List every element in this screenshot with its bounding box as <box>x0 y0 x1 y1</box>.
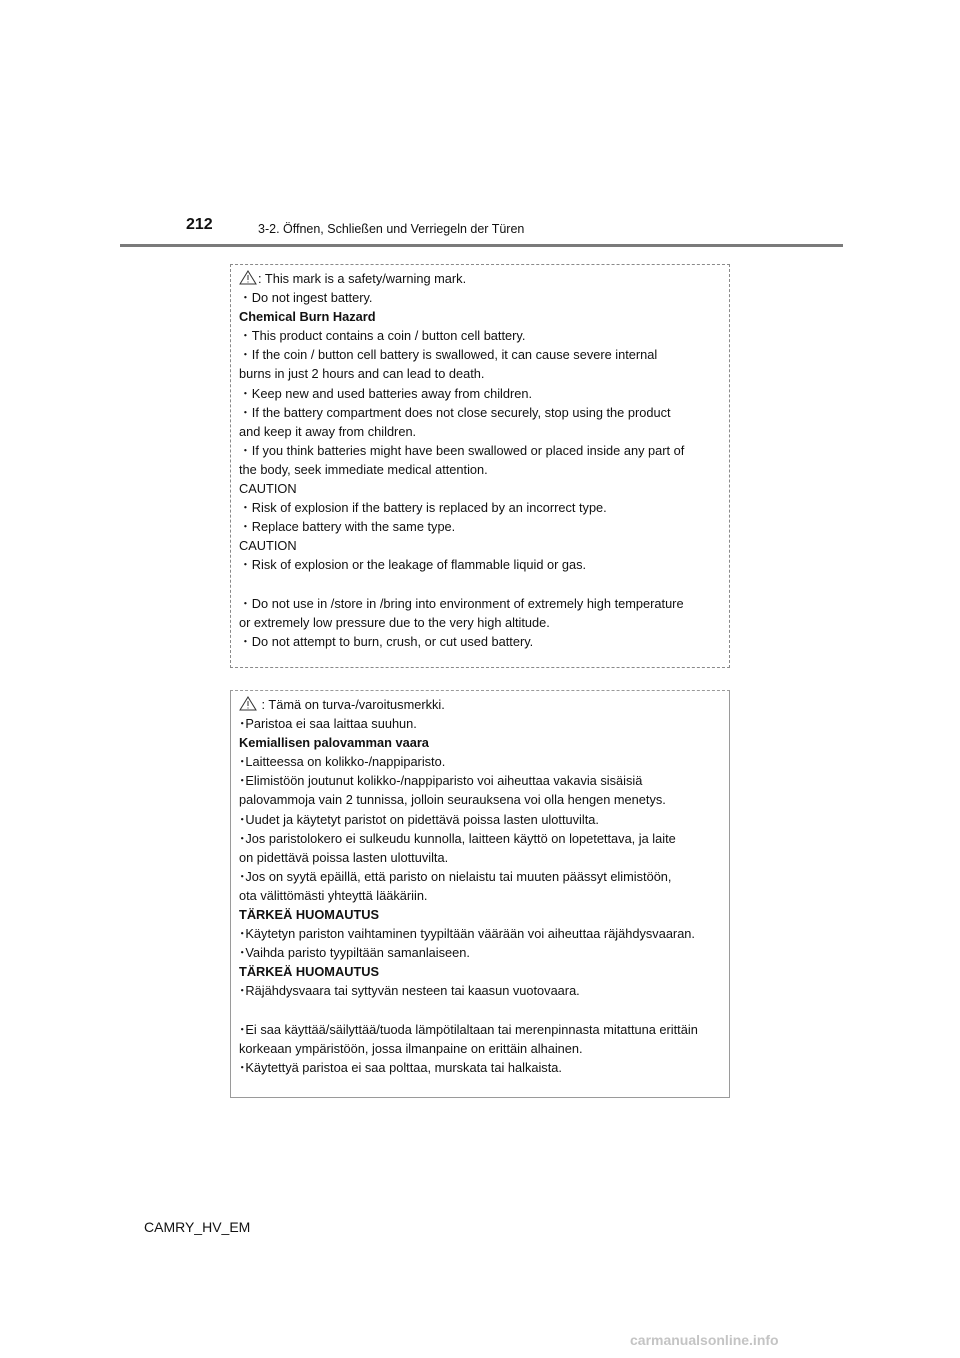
watermark: carmanualsonline.info <box>630 1332 779 1348</box>
text-line <box>239 536 721 555</box>
line-text: ･Ei saa käyttää/säilyttää/tuoda lämpötilaltaan tai merenpinnasta mitattuna erittäin <box>239 1021 698 1037</box>
page-header <box>0 0 960 250</box>
text-line <box>239 632 721 651</box>
line-text: korkeaan ympäristöön, jossa ilmanpaine on erittäin alhainen. <box>239 1040 583 1056</box>
warning-box-english <box>230 264 730 668</box>
line-text: burns in just 2 hours and can lead to death. <box>239 366 485 382</box>
warning-box-finnish <box>230 690 730 1098</box>
text-line <box>239 981 721 1000</box>
line-text: ･Uudet ja käytetyt paristot on pidettävä poissa lasten ulottuvilta. <box>239 811 599 827</box>
text-line <box>239 810 721 829</box>
line-text: ・If the battery compartment does not close securely, stop using the product <box>239 404 671 420</box>
line-text: ・Do not ingest battery. <box>239 290 373 306</box>
line-text: ・This product contains a coin / button cell battery. <box>239 328 526 344</box>
text-line <box>239 905 721 924</box>
text-line <box>239 790 721 809</box>
line-text: ・If the coin / button cell battery is swallowed, it can cause severe internal <box>239 347 658 363</box>
text-line <box>239 575 721 594</box>
text-line <box>239 479 721 498</box>
line-text: ・Risk of explosion or the leakage of flammable liquid or gas. <box>239 557 587 573</box>
text-line <box>239 924 721 943</box>
text-line <box>239 1020 721 1039</box>
text-line <box>239 326 721 345</box>
line-text: CAUTION <box>239 538 297 554</box>
section-title: 3-2. Öffnen, Schließen und Verriegeln der Türen <box>258 222 525 236</box>
line-text: ･Paristoa ei saa laittaa suuhun. <box>239 716 417 732</box>
text-line <box>239 714 721 733</box>
text-line <box>239 307 721 326</box>
text-line <box>239 886 721 905</box>
text-line <box>239 867 721 886</box>
line-text: palovammoja vain 2 tunnissa, jolloin seurauksena voi olla hengen menetys. <box>239 792 666 808</box>
line-text: ・Replace battery with the same type. <box>239 519 456 535</box>
text-line <box>239 555 721 574</box>
line-text: and keep it away from children. <box>239 423 417 439</box>
text-line <box>239 384 721 403</box>
line-text: ・Risk of explosion if the battery is replaced by an incorrect type. <box>239 500 607 516</box>
line-text: ・Keep new and used batteries away from children. <box>239 385 533 401</box>
text-line <box>239 364 721 383</box>
line-text: the body, seek immediate medical attention. <box>239 461 488 477</box>
line-text: : This mark is a safety/warning mark. <box>258 271 467 286</box>
line-text: ･Käytetyn pariston vaihtaminen tyypiltään väärään voi aiheuttaa räjähdysvaaran. <box>239 926 695 942</box>
line-text: : Tämä on turva-/varoitusmerkki. <box>258 697 445 712</box>
line-text: or extremely low pressure due to the very high altitude. <box>239 614 550 630</box>
line-text: TÄRKEÄ HUOMAUTUS <box>239 907 380 923</box>
text-line <box>239 613 721 632</box>
text-line <box>239 1001 721 1020</box>
line-text: Chemical Burn Hazard <box>239 309 376 325</box>
line-text: ota välittömästi yhteyttä lääkäriin. <box>239 887 428 903</box>
text-line <box>239 594 721 613</box>
text-line <box>239 441 721 460</box>
text-line <box>239 1058 721 1077</box>
text-line <box>239 829 721 848</box>
line-text: ・Do not attempt to burn, crush, or cut used battery. <box>239 633 534 649</box>
line-text: ・Do not use in /store in /bring into environment of extremely high temperature <box>239 595 684 611</box>
text-line <box>239 288 721 307</box>
text-line <box>239 403 721 422</box>
text-line <box>239 345 721 364</box>
line-text: TÄRKEÄ HUOMAUTUS <box>239 964 380 980</box>
model-code: CAMRY_HV_EM <box>144 1219 251 1235</box>
text-line <box>239 848 721 867</box>
text-line <box>239 752 721 771</box>
line-text: CAUTION <box>239 481 297 497</box>
text-line <box>239 733 721 752</box>
text-line <box>239 269 721 288</box>
header-divider <box>120 244 843 247</box>
text-line <box>239 771 721 790</box>
text-line <box>239 962 721 981</box>
text-line <box>239 498 721 517</box>
warning-triangle-icon <box>239 696 257 711</box>
text-line <box>239 517 721 536</box>
text-line <box>239 943 721 962</box>
text-line <box>239 695 721 714</box>
line-text: ･Jos on syytä epäillä, että paristo on nielaistu tai muuten päässyt elimistöön, <box>239 868 672 884</box>
line-text: ･Räjähdysvaara tai syttyvän nesteen tai kaasun vuotovaara. <box>239 983 580 999</box>
page-number: 212 <box>186 216 213 233</box>
line-text: Kemiallisen palovamman vaara <box>239 735 429 751</box>
line-text: on pidettävä poissa lasten ulottuvilta. <box>239 849 449 865</box>
warning-triangle-icon <box>239 270 257 285</box>
line-text: ･Jos paristolokero ei sulkeudu kunnolla, laitteen käyttö on lopetettava, ja laite <box>239 830 676 846</box>
line-text: ・If you think batteries might have been swallowed or placed inside any part of <box>239 442 685 458</box>
line-text: ･Käytettyä paristoa ei saa polttaa, murskata tai halkaista. <box>239 1059 562 1075</box>
text-line <box>239 422 721 441</box>
line-text: ･Vaihda paristo tyypiltään samanlaiseen. <box>239 945 470 961</box>
text-line <box>239 1039 721 1058</box>
text-line <box>239 460 721 479</box>
line-text: ･Elimistöön joutunut kolikko-/nappiparisto voi aiheuttaa vakavia sisäisiä <box>239 773 643 789</box>
line-text: ･Laitteessa on kolikko-/nappiparisto. <box>239 754 446 770</box>
